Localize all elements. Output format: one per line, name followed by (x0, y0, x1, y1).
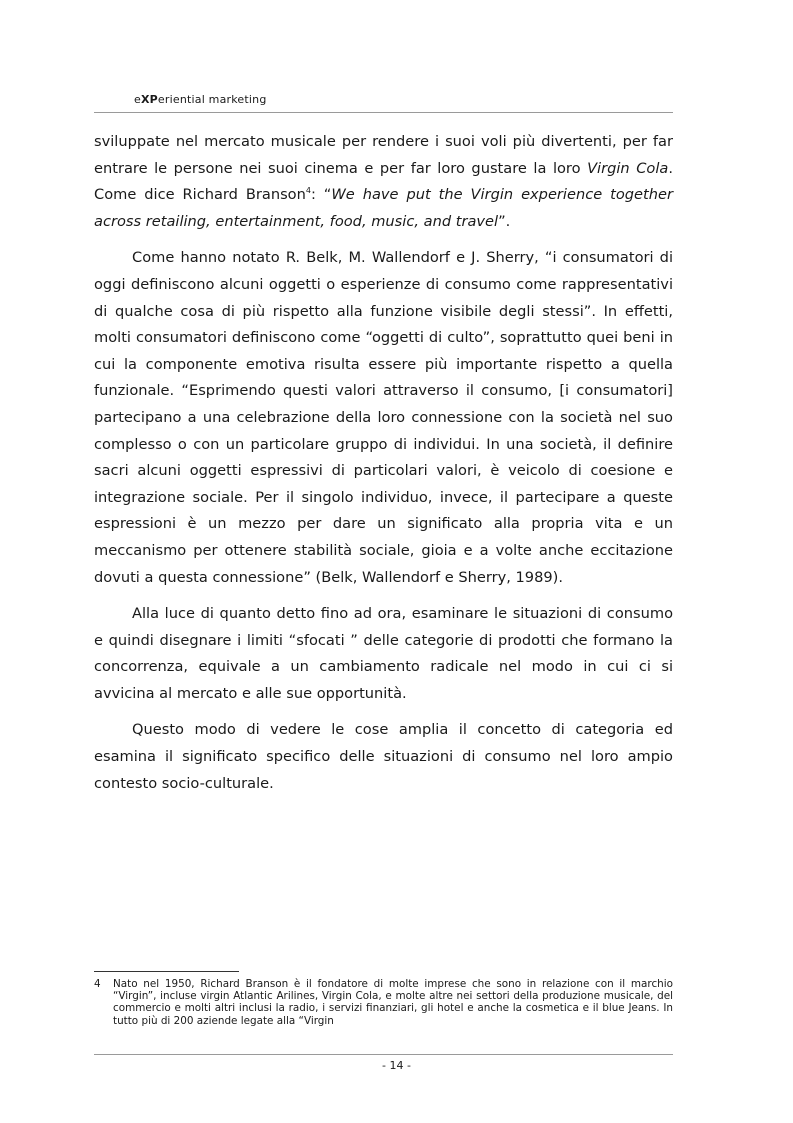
footnote-number: 4 (94, 978, 101, 990)
header-rule (94, 112, 673, 113)
page-number: - 14 - (382, 1059, 411, 1072)
body-text (94, 129, 673, 807)
paragraph-4: Questo modo di vedere le cose amplia il concetto di categoria ed esamina il significato specifico delle situazioni di consumo nel loro ampio contesto socio-culturale. (94, 721, 673, 792)
running-header: eXPeriential marketing (134, 93, 267, 106)
footer-rule (94, 1054, 673, 1055)
paragraph-3: Alla luce di quanto detto fino ad ora, esaminare le situazioni di consumo e quindi disegnare i limiti “sfocati ” delle categorie di prodotti che formano la concorrenza, equivale a un cambiamento radicale nel modo in cui ci si avvicina al mercato e alle sue opportunità. (94, 605, 673, 702)
footnote-text: Nato nel 1950, Richard Branson è il fondatore di molte imprese che sono in relazione con il marchio “Virgin”, incluse virgin Atlantic Arilines, Virgin Cola, e molte altre nei settori della produzione musicale, del commercio e molti altri inclusi la radio, i servizi finanziari, gli hotel e anche la cosmetica e il blue Jeans. In tutto più di 200 aziende legate alla “Virgin (113, 978, 673, 1027)
paragraph-2: Come hanno notato R. Belk, M. Wallendorf e J. Sherry, “i consumatori di oggi definiscono alcuni oggetti o esperienze di consumo come rappresentativi di qualche cosa di più rispetto alla funzione visibile degli stessi”. In effetti, molti consumatori definiscono come “oggetti di culto”, soprattutto quei beni in cui la componente emotiva risulta essere più importante rispetto a quella funzionale. “Esprimendo questi valori attraverso il consumo, [i consumatori] partecipano a una celebrazione della loro connessione con la società nel suo complesso o con un particolare gruppo di individui. In una società, il definire sacri alcuni oggetti espressivi di particolari valori, è veicolo di coesione e integrazione sociale. Per il singolo individuo, invece, il partecipare a queste espressioni è un mezzo per dare un significato alla propria vita e un meccanismo per ottenere stabilità sociale, gioia e a volte anche eccitazione dovuti a questa connessione” (Belk, Wallendorf e Sherry, 1989). (94, 249, 673, 586)
footnote (94, 978, 673, 1027)
footnote-separator (94, 971, 239, 972)
footnote-ref[interactable]: 4 (305, 186, 311, 196)
paragraph-1: sviluppate nel mercato musicale per rendere i suoi voli più divertenti, per far entrare le persone nei suoi cinema e per far loro gustare la loro Virgin Cola. Come dice Richard Branson$^4$: “We have put the Virgin experience together across retailing, entertainment, food, music, and travel”. (94, 133, 673, 230)
